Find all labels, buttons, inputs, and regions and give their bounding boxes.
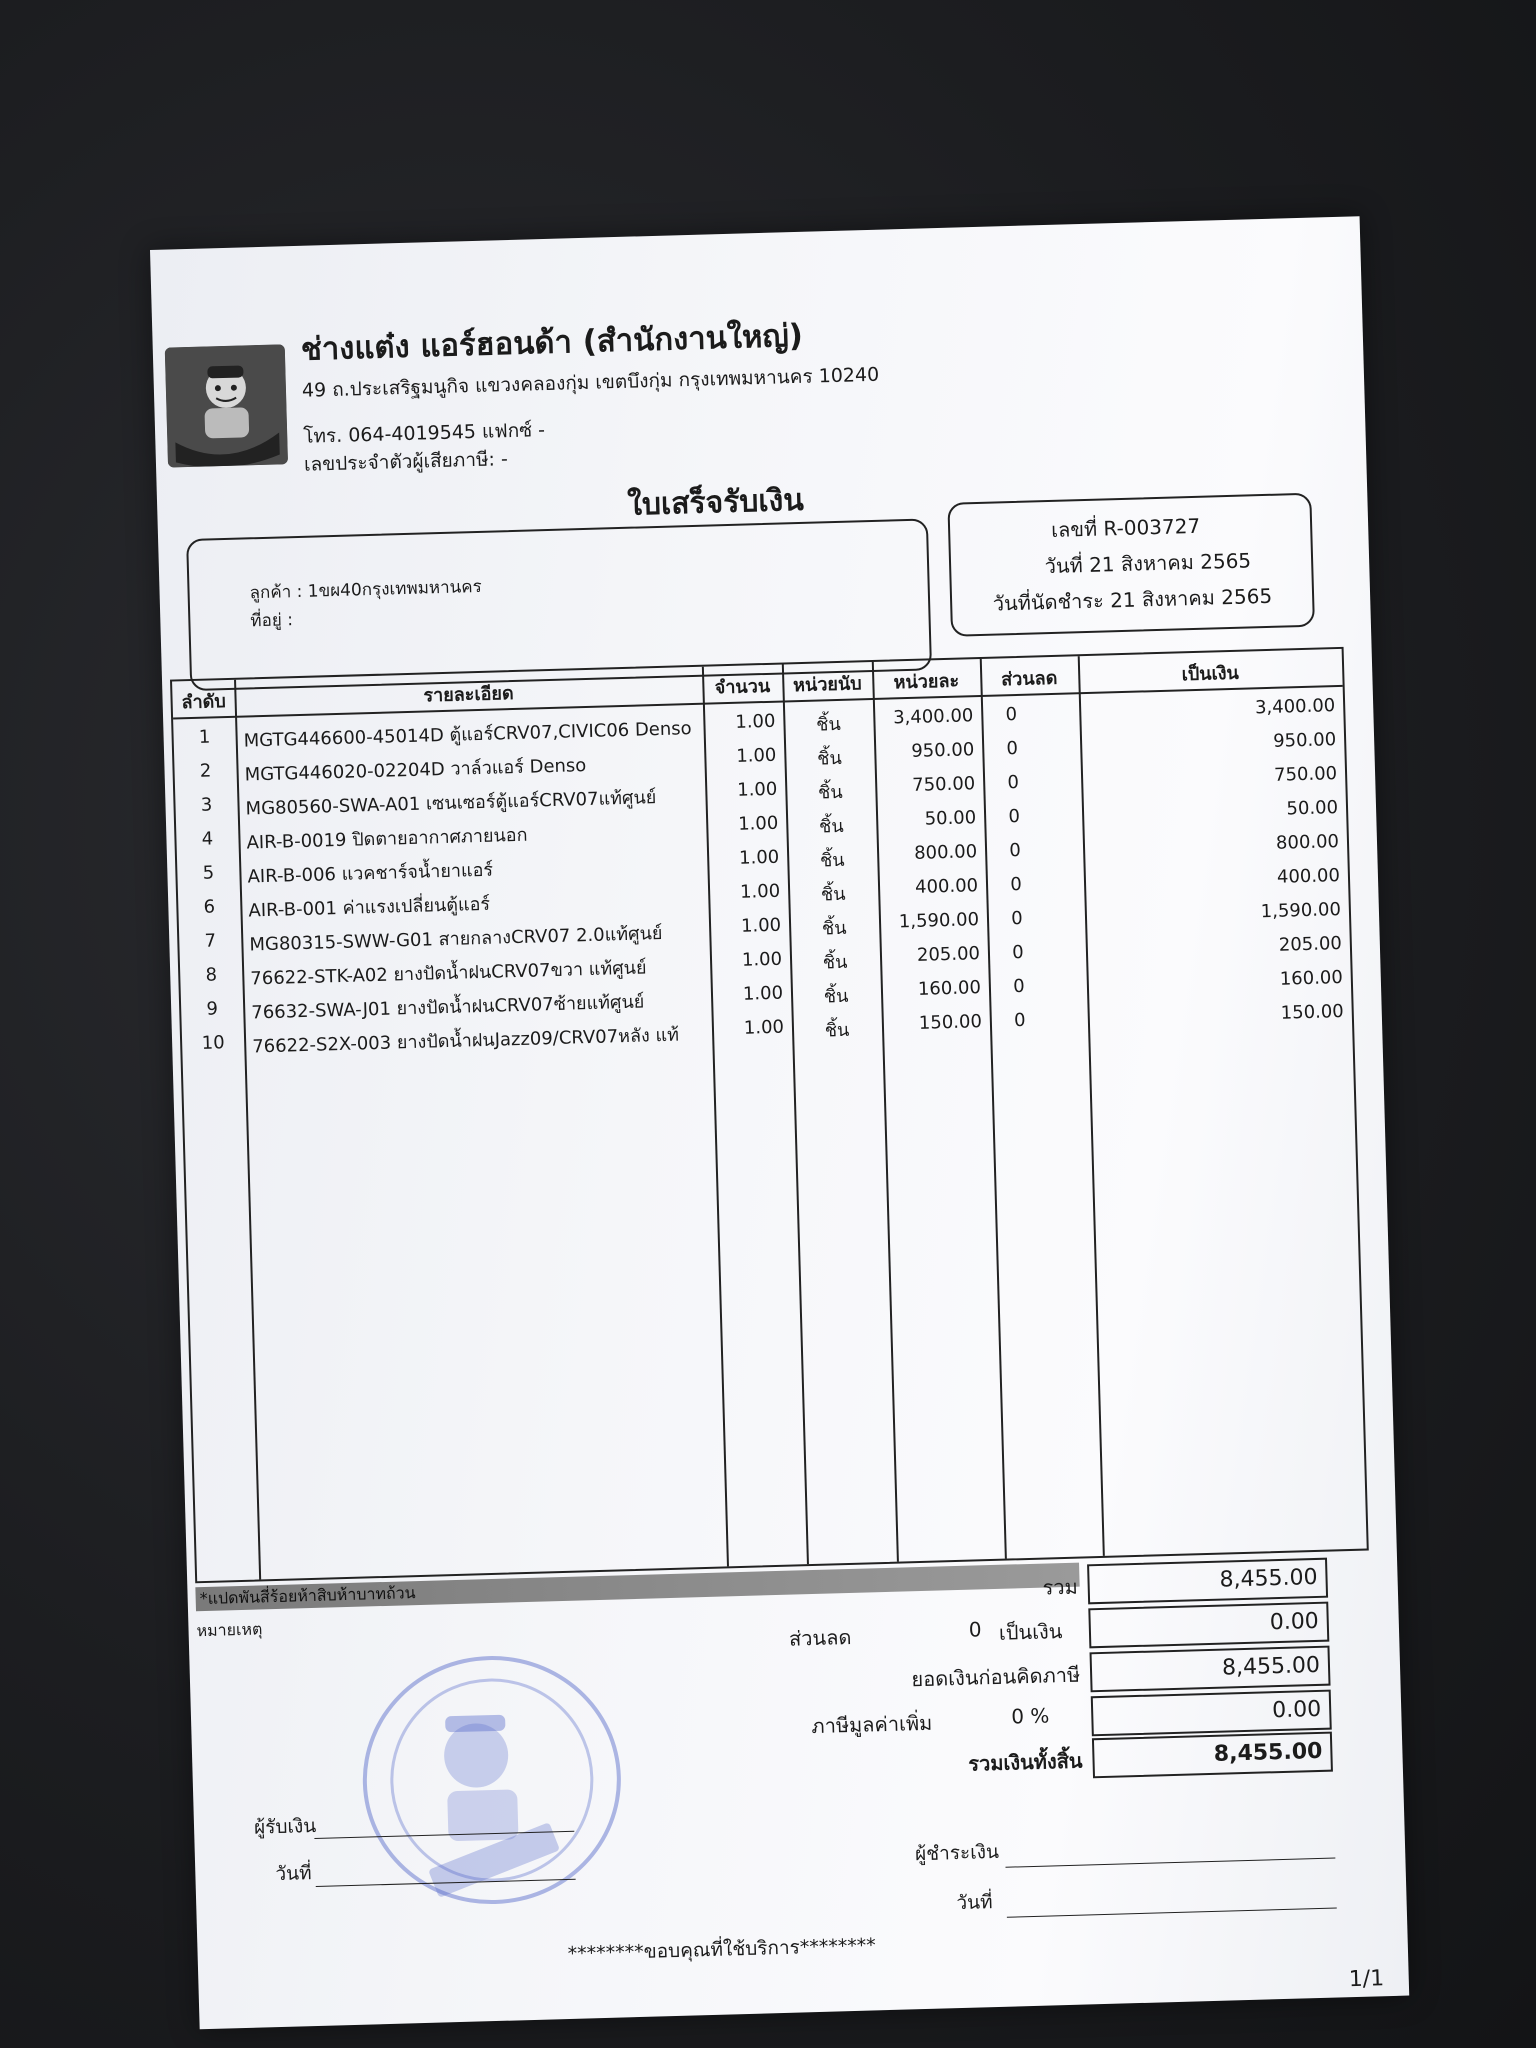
- cell-qty: 1.00: [742, 982, 784, 1005]
- cell-no: 3: [200, 794, 213, 816]
- cell-amount: 50.00: [1286, 797, 1339, 820]
- cell-detail: MGTG446020-02204D วาล์วแอร์ Denso: [244, 755, 587, 786]
- receipt-paper: [150, 216, 1409, 2029]
- cell-detail: AIR-B-0019 ปิดตายอากาศภายนอก: [246, 824, 528, 854]
- cell-discount: 0: [1005, 703, 1018, 726]
- vat-label: ภาษีมูลค่าเพิ่ม: [811, 1710, 933, 1739]
- total-value: 8,455.00: [1087, 1558, 1328, 1605]
- amount-in-words: *แปดพันสี่ร้อยห้าสิบห้าบาทถ้วน: [195, 1563, 1079, 1612]
- cell-qty: 1.00: [743, 1016, 785, 1039]
- cell-price: 150.00: [918, 1011, 983, 1034]
- cell-amount: 800.00: [1275, 831, 1340, 854]
- document-info-box: [947, 493, 1315, 637]
- cell-no: 10: [201, 1032, 225, 1054]
- cell-amount: 750.00: [1273, 763, 1338, 786]
- cell-price: 950.00: [911, 739, 975, 762]
- cell-discount: 0: [1010, 873, 1023, 896]
- header-discount: ส่วนลด: [1000, 667, 1058, 691]
- cell-unit: ชิ้น: [818, 815, 844, 838]
- cell-detail: 76622-S2X-003 ยางปัดน้ำฝนJazz09/CRV07หลัง แท้: [251, 1024, 680, 1058]
- cell-discount: 0: [1006, 737, 1019, 760]
- cell-discount: 0: [1008, 805, 1021, 828]
- cell-detail: MGTG446600-45014D ตู้แอร์CRV07,CIVIC06 Denso: [243, 718, 692, 752]
- cell-discount: 0: [1010, 907, 1024, 930]
- cell-price: 50.00: [924, 807, 977, 830]
- cell-no: 6: [203, 896, 216, 918]
- cell-no: 8: [205, 964, 218, 986]
- vat-value: 0.00: [1091, 1690, 1332, 1737]
- cell-unit: ชิ้น: [819, 849, 845, 872]
- customer-name: ลูกค้า : 1ขผ40กรุงเทพมหานคร: [249, 576, 483, 604]
- cell-qty: 1.00: [735, 744, 777, 767]
- cell-price: 205.00: [916, 943, 981, 966]
- company-tax-id: เลขประจำตัวผู้เสียภาษี: -: [303, 448, 509, 476]
- company-name: ช่างแต๋ง แอร์ฮอนด้า (สำนักงานใหญ่): [300, 317, 804, 368]
- company-address: 49 ถ.ประเสริฐมนูกิจ แขวงคลองกุ่ม เขตบึงกุ่ม กรุงเทพมหานคร 10240: [301, 363, 880, 402]
- cell-discount: 0: [1011, 941, 1024, 964]
- cell-discount: 0: [1012, 975, 1025, 998]
- cell-no: 1: [198, 726, 211, 748]
- vat-percent: 0 %: [1010, 1703, 1050, 1729]
- cell-price: 400.00: [914, 875, 979, 898]
- company-stamp-icon: [359, 1652, 624, 1907]
- cell-unit: ชิ้น: [816, 747, 843, 770]
- remark-label: หมายเหตุ: [196, 1619, 263, 1641]
- total-label: รวม: [1042, 1574, 1079, 1600]
- cell-unit: ชิ้น: [820, 883, 846, 906]
- cell-detail: AIR-B-001 ค่าแรงเปลี่ยนตู้แอร์: [248, 893, 491, 922]
- cell-price: 160.00: [917, 977, 982, 1000]
- discount-label: ส่วนลด: [788, 1624, 852, 1651]
- cell-amount: 950.00: [1272, 729, 1337, 752]
- document-due-date: วันที่นัดชำระ 21 สิงหาคม 2565: [992, 583, 1273, 616]
- document-number: เลขที่ R-003727: [1050, 513, 1201, 542]
- cell-amount: 205.00: [1278, 932, 1343, 956]
- cell-amount: 3,400.00: [1254, 695, 1336, 719]
- header-no: ลำดับ: [181, 691, 227, 714]
- discount-unit-label: เป็นเงิน: [998, 1619, 1063, 1645]
- cell-detail: AIR-B-006 แวคชาร์จน้ำยาแอร์: [247, 859, 494, 888]
- document-title: ใบเสร็จรับเงิน: [626, 482, 805, 523]
- cell-no: 4: [201, 828, 214, 850]
- discount-percent: 0: [968, 1617, 982, 1642]
- cell-discount: 0: [1013, 1009, 1026, 1032]
- cell-detail: 76632-SWA-J01 ยางปัดน้ำฝนCRV07ซ้ายแท้ศูนย์: [251, 991, 645, 1024]
- cell-amount: 160.00: [1279, 966, 1344, 990]
- thank-you-message: ********ขอบคุณที่ใช้บริการ********: [567, 1934, 877, 1965]
- discount-value: 0.00: [1088, 1602, 1329, 1649]
- payer-label: ผู้ชำระเงิน: [914, 1840, 1000, 1866]
- cell-price: 800.00: [913, 841, 978, 864]
- pretax-value: 8,455.00: [1090, 1646, 1331, 1693]
- mechanic-mascot-logo-icon: [165, 344, 288, 467]
- customer-address: ที่อยู่ :: [250, 610, 294, 632]
- receiver-date-label: วันที่: [275, 1862, 312, 1886]
- cell-amount: 1,590.00: [1260, 899, 1342, 923]
- cell-discount: 0: [1007, 771, 1020, 794]
- cell-unit: ชิ้น: [823, 985, 849, 1008]
- cell-amount: 400.00: [1276, 865, 1341, 888]
- header-detail: รายละเอียด: [423, 683, 514, 707]
- cell-qty: 1.00: [737, 812, 779, 835]
- document-date: วันที่ 21 สิงหาคม 2565: [1044, 548, 1252, 579]
- page-number: 1/1: [1348, 1966, 1385, 1993]
- items-table: [170, 647, 1369, 1583]
- header-price: หน่วยละ: [893, 670, 960, 694]
- cell-no: 5: [202, 862, 215, 884]
- header-amount: เป็นเงิน: [1181, 662, 1240, 686]
- payer-date-line: [1007, 1908, 1337, 1918]
- cell-unit: ชิ้น: [822, 951, 848, 974]
- cell-unit: ชิ้น: [824, 1019, 850, 1042]
- cell-qty: 1.00: [735, 710, 776, 733]
- cell-qty: 1.00: [739, 880, 781, 903]
- company-phone: โทร. 064-4019545 แฟกซ์ -: [302, 419, 546, 448]
- cell-qty: 1.00: [738, 846, 780, 869]
- cell-no: 2: [199, 760, 212, 782]
- cell-price: 750.00: [911, 773, 976, 796]
- cell-discount: 0: [1009, 839, 1022, 862]
- header-qty: จำนวน: [714, 675, 771, 699]
- cell-detail: MG80315-SWW-G01 สายกลางCRV07 2.0แท้ศูนย์: [249, 922, 663, 956]
- cell-qty: 1.00: [740, 914, 782, 937]
- cell-price: 3,400.00: [892, 705, 974, 729]
- cell-detail: 76622-STK-A02 ยางปัดน้ำฝนCRV07ขวา แท้ศูนย์: [250, 957, 647, 990]
- grand-total-value: 8,455.00: [1092, 1732, 1333, 1779]
- cell-qty: 1.00: [736, 778, 778, 801]
- cell-no: 7: [204, 930, 217, 952]
- header-unit: หน่วยนับ: [792, 673, 862, 697]
- receiver-label: ผู้รับเงิน: [253, 1814, 317, 1839]
- pretax-label: ยอดเงินก่อนคิดภาษี: [911, 1662, 1081, 1692]
- payer-signature-line: [1005, 1858, 1335, 1868]
- cell-detail: MG80560-SWA-A01 เซนเซอร์ตู้แอร์CRV07แท้ศูนย์: [245, 787, 657, 820]
- cell-no: 9: [206, 998, 219, 1020]
- cell-unit: ชิ้น: [821, 917, 847, 940]
- grand-total-label: รวมเงินทั้งสิ้น: [967, 1748, 1083, 1776]
- cell-amount: 150.00: [1280, 1000, 1345, 1024]
- payer-date-label: วันที่: [956, 1891, 993, 1915]
- cell-price: 1,590.00: [898, 909, 980, 933]
- cell-unit: ชิ้น: [815, 713, 842, 736]
- cell-unit: ชิ้น: [817, 781, 843, 804]
- cell-qty: 1.00: [741, 948, 783, 971]
